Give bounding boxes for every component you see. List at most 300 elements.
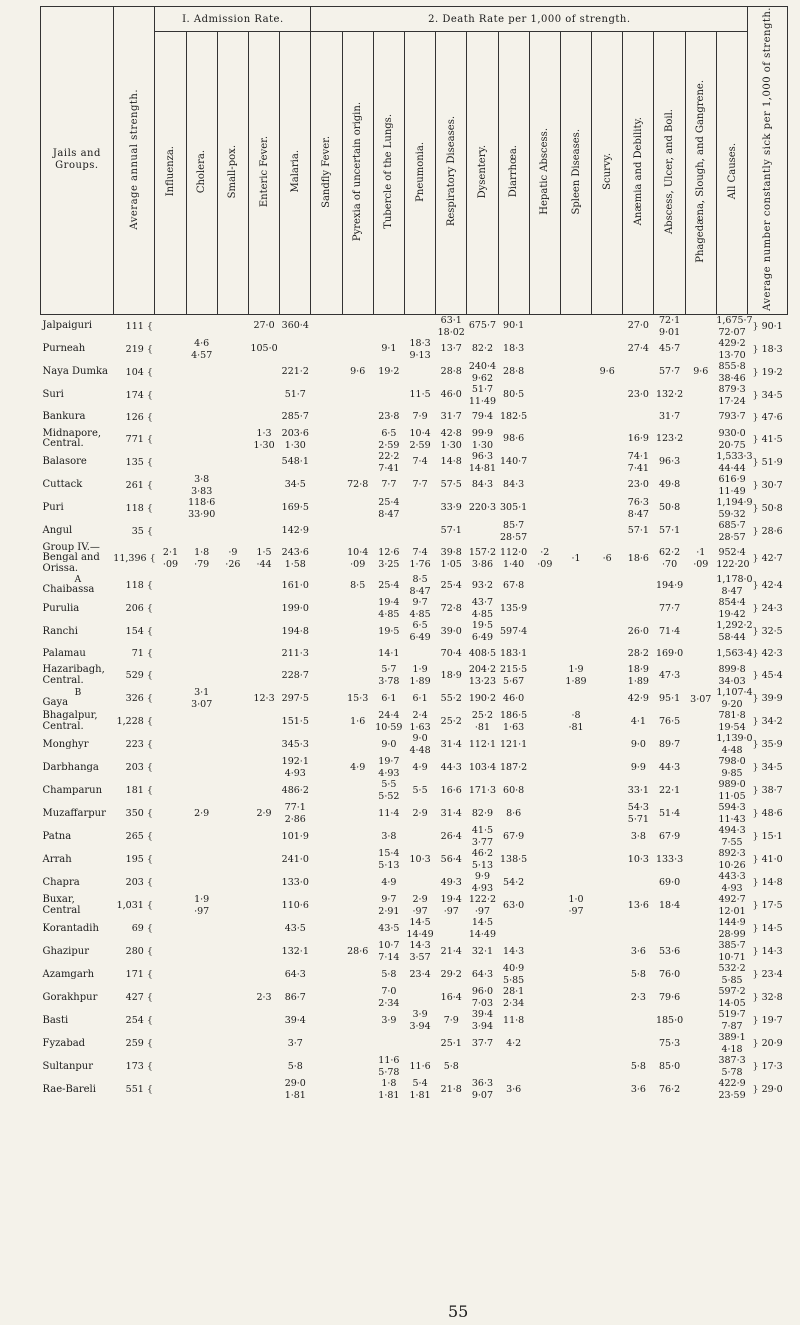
table-row: [41, 407, 788, 428]
admission-rate: 112·1: [468, 738, 497, 750]
rate-cell: [186, 1078, 217, 1101]
admission-rate: 77·1: [284, 802, 306, 814]
rate-cell: [623, 314, 654, 338]
rate-cell: [529, 1055, 560, 1078]
admission-rate: [404, 997, 435, 998]
admission-rate: [248, 1089, 279, 1090]
admission-rate: [217, 974, 248, 975]
admission-rate: 25·1: [440, 1037, 462, 1049]
rate-cell: [280, 779, 311, 802]
admission-rate: 67·9: [503, 830, 525, 842]
rate-cell: [654, 894, 685, 917]
rate-cell: [560, 756, 591, 779]
death-rate: 4·85: [378, 609, 400, 621]
rate-cell: [436, 361, 467, 384]
admission-rate: [373, 531, 404, 532]
admission-rate: 16·9: [627, 433, 649, 445]
admission-rate: [685, 653, 716, 654]
admission-rate: 532·2: [718, 963, 746, 975]
admission-rate: [186, 675, 217, 676]
rate-cell: [373, 384, 404, 407]
admission-rate: [685, 395, 716, 396]
rate-cell: [623, 384, 654, 407]
rate-cell: [311, 871, 342, 894]
admission-rate: 21·4: [440, 945, 462, 957]
table-row: [41, 802, 788, 825]
rate-cell: [716, 496, 753, 520]
admission-rate: 194·9: [655, 579, 684, 591]
rate-cell: [467, 894, 498, 917]
rate-cell: [685, 314, 716, 338]
admission-rate: 25·2: [440, 715, 462, 727]
average-sick: } 30·7: [752, 479, 783, 491]
average-strength: 771 {: [125, 433, 153, 445]
rate-cell: [217, 314, 248, 338]
admission-rate: [560, 462, 591, 463]
rate-cell: [311, 451, 342, 474]
rate-cell: [186, 1055, 217, 1078]
admission-rate: [155, 326, 186, 327]
rate-cell: [467, 384, 498, 407]
average-sick: } 34·2: [752, 716, 783, 728]
rate-cell: [685, 894, 716, 917]
death-rate: 10·71: [718, 952, 746, 964]
rate-cell: [498, 917, 529, 940]
admission-rate: 46·0: [503, 692, 525, 704]
jail-name-text: Purulia: [42, 602, 80, 614]
rate-cell: [186, 940, 217, 963]
rate-cell: [342, 520, 373, 543]
rate-cell: [498, 710, 529, 733]
admission-rate: [155, 675, 186, 676]
admission-rate: 3·9: [412, 1009, 428, 1021]
death-rate: 14·81: [468, 462, 497, 474]
rate-cell: [467, 497, 498, 520]
admission-rate: [186, 395, 217, 396]
admission-rate: [186, 836, 217, 837]
admission-rate: [529, 485, 560, 486]
rate-cell: [280, 1032, 311, 1055]
rate-cell: [217, 361, 248, 384]
admission-rate: [186, 1020, 217, 1021]
rate-cell: [342, 338, 373, 361]
admission-rate: [342, 997, 373, 998]
admission-rate: 781·8: [718, 710, 746, 722]
admission-rate: 96·3: [471, 450, 494, 462]
admission-rate: [529, 1020, 560, 1021]
average-sick: } 19·7: [752, 1015, 783, 1027]
admission-rate: 548·1: [281, 456, 309, 468]
rate-cell: [467, 1032, 498, 1055]
admission-rate: 5·5: [381, 779, 397, 791]
admission-rate: [311, 813, 342, 814]
table-row: [41, 940, 788, 963]
admission-rate: 187·2: [500, 761, 528, 773]
admission-rate: 11·4: [378, 807, 400, 819]
rate-cell: [404, 361, 435, 384]
admission-rate: 616·9: [718, 473, 746, 485]
admission-rate: [685, 349, 716, 350]
admission-rate: ·6: [602, 552, 612, 564]
admission-rate: [560, 1020, 591, 1021]
jail-name: [41, 940, 114, 963]
rate-cell: [498, 520, 529, 543]
admission-rate: [685, 882, 716, 883]
admission-rate: 101·9: [281, 830, 309, 842]
jail-name-text: Arrah: [42, 853, 72, 865]
group-total-row: [41, 543, 788, 575]
admission-rate: [217, 905, 248, 906]
rate-cell: [155, 620, 186, 643]
rate-cell: [217, 917, 248, 940]
admission-rate: [592, 928, 623, 929]
death-rate: 5·85: [503, 975, 525, 987]
admission-rate: 57·1: [627, 525, 649, 537]
death-rate: 1·58: [284, 559, 306, 571]
rate-cell: [716, 574, 753, 598]
admission-rate: [155, 859, 186, 860]
rate-cell: [342, 407, 373, 428]
admission-rate: [311, 790, 342, 791]
admission-rate: [155, 462, 186, 463]
admission-rate: 51·7: [284, 389, 306, 401]
admission-rate: 2·4: [412, 710, 428, 722]
rate-cell: [498, 407, 529, 428]
rate-cell: [716, 756, 747, 779]
jail-name: [41, 664, 114, 687]
death-rate: 4·93: [378, 768, 400, 780]
admission-rate: 121·1: [500, 738, 528, 750]
admission-rate: 5·8: [630, 968, 646, 980]
average-sick: } 32·8: [752, 992, 783, 1004]
admission-rate: [248, 744, 279, 745]
rate-cell: [342, 687, 373, 710]
rate-cell: [560, 664, 591, 687]
average-strength: 118 {: [125, 580, 153, 592]
rate-cell: [248, 497, 279, 520]
rate-cell: [186, 407, 217, 428]
admission-rate: 29·2: [440, 968, 462, 980]
rate-cell: [373, 428, 404, 451]
rate-cell: [592, 1078, 623, 1101]
admission-rate: [217, 813, 248, 814]
rate-cell: [498, 1009, 529, 1032]
rate-cell: [685, 451, 716, 474]
rate-cell: [311, 407, 342, 428]
rate-cell: [529, 338, 560, 361]
jail-name-text: Gaya: [42, 697, 69, 709]
rate-cell: [467, 574, 498, 597]
rate-cell: [342, 574, 373, 597]
rate-cell: [373, 963, 404, 986]
admission-rate: 2·3: [256, 991, 272, 1003]
rate-cell: [186, 871, 217, 894]
rate-cell: [498, 314, 529, 338]
admission-rate: [311, 997, 342, 998]
rate-cell: [685, 733, 716, 756]
death-rate: 1·30: [284, 439, 306, 451]
death-rate: 1·40: [503, 559, 525, 571]
rate-cell: [623, 407, 654, 428]
rate-cell: [592, 497, 623, 520]
admission-rate: [529, 631, 560, 632]
admission-rate: 1,563·4: [716, 647, 753, 659]
rate-cell: [623, 1055, 654, 1078]
admission-rate: 25·4: [378, 496, 400, 508]
table-row: [41, 314, 788, 338]
jail-name: [41, 848, 114, 871]
rate-cell: [592, 520, 623, 543]
admission-rate: [560, 508, 591, 509]
jail-statistics-table: [40, 6, 788, 1101]
admission-rate: [404, 372, 435, 373]
average-sick: } 35·9: [752, 739, 783, 751]
admission-rate: [311, 608, 342, 609]
admission-rate: 7·7: [381, 479, 397, 491]
death-rate: 8·47: [627, 508, 649, 520]
admission-rate: 798·0: [718, 756, 746, 768]
admission-rate: 51·4: [658, 807, 681, 819]
admission-rate: [436, 928, 467, 929]
admission-rate: 140·7: [500, 456, 528, 468]
admission-rate: 185·0: [655, 1014, 684, 1026]
rate-cell: [467, 520, 498, 543]
jail-name-text: Champarun: [42, 784, 103, 796]
rate-cell: [186, 338, 217, 361]
rate-cell: [217, 407, 248, 428]
admission-rate: [560, 859, 591, 860]
admission-rate: 5·7: [381, 664, 397, 676]
admission-rate: 3·6: [506, 1083, 522, 1095]
admission-rate: [186, 1043, 217, 1044]
admission-rate: 15·4: [378, 848, 400, 860]
rate-cell: [186, 917, 217, 940]
rate-cell: [467, 963, 498, 986]
rate-cell: [716, 520, 747, 543]
admission-rate: [467, 531, 498, 532]
admission-rate: [623, 1020, 654, 1021]
jail-name-text: Balasore: [42, 456, 87, 468]
rate-cell: [404, 940, 435, 963]
death-rate: ·97: [412, 906, 428, 918]
admission-rate: [560, 928, 591, 929]
rate-cell: [654, 756, 685, 779]
rate-cell: [685, 664, 716, 687]
admission-rate: 18·6: [627, 552, 649, 564]
rate-cell: [342, 779, 373, 802]
rate-cell: [311, 543, 342, 575]
admission-rate: [592, 1043, 623, 1044]
admission-rate: [155, 813, 186, 814]
rate-cell: [560, 848, 591, 871]
admission-rate: [217, 1066, 248, 1067]
jail-name: [41, 733, 114, 756]
rate-cell: [436, 1032, 467, 1055]
admission-rate: [186, 372, 217, 373]
rate-cell: [623, 428, 654, 451]
rate-cell: [155, 664, 186, 687]
table-row: [41, 451, 788, 474]
rate-cell: [404, 314, 435, 338]
rate-cell: [529, 687, 560, 710]
admission-rate: 103·4: [468, 761, 497, 773]
rate-cell: [186, 574, 217, 597]
death-rate: 8·47: [409, 586, 431, 598]
rate-cell: [342, 940, 373, 963]
rate-cell: [560, 597, 591, 620]
admission-rate: [404, 882, 435, 883]
admission-rate: 8·6: [506, 807, 522, 819]
admission-rate: 9·6: [350, 366, 366, 378]
admission-rate: [248, 462, 279, 463]
rate-cell: [716, 474, 747, 497]
admission-rate: 9·6: [599, 366, 615, 378]
admission-rate: [623, 1043, 654, 1044]
rate-cell: [217, 963, 248, 986]
rate-cell: [623, 543, 654, 575]
death-rate: ·81: [474, 722, 490, 734]
jail-name-text: Gorakhpur: [42, 991, 98, 1003]
rate-cell: [498, 1032, 529, 1055]
admission-rate: [529, 767, 560, 768]
admission-rate: 29·0: [284, 1078, 306, 1090]
admission-rate: [623, 372, 654, 373]
rate-cell: [280, 664, 311, 687]
admission-rate: [248, 417, 279, 418]
rate-cell: [248, 574, 279, 597]
admission-rate: 76·2: [658, 1083, 681, 1095]
rate-cell: [716, 407, 747, 428]
admission-rate: 49·8: [658, 479, 681, 491]
admission-rate: 14·1: [378, 647, 400, 659]
rate-cell: [623, 894, 654, 917]
rate-cell: [342, 1078, 373, 1101]
rate-cell: [280, 338, 311, 361]
rate-cell: [467, 314, 498, 338]
admission-rate: [373, 395, 404, 396]
rate-cell: [342, 963, 373, 986]
admission-rate: 13·7: [440, 343, 462, 355]
rate-cell: [404, 710, 435, 733]
rate-cell: [248, 520, 279, 543]
admission-rate: 3·6: [630, 1083, 646, 1095]
rate-cell: [217, 1078, 248, 1101]
rate-cell: [654, 428, 685, 451]
death-rate: 1·30: [253, 439, 275, 451]
death-rate: 14·49: [468, 929, 497, 941]
rate-cell: [248, 361, 279, 384]
rate-cell: [311, 597, 342, 620]
admission-rate: [592, 485, 623, 486]
rate-cell: [560, 1009, 591, 1032]
rate-cell: [498, 894, 529, 917]
admission-rate: [560, 1066, 591, 1067]
admission-rate: [560, 698, 591, 699]
admission-rate: 597·2: [718, 986, 746, 998]
admission-rate: 7·9: [443, 1014, 459, 1026]
rate-cell: [685, 543, 716, 575]
column-header: Spleen Diseases.: [560, 32, 591, 315]
rate-cell: [280, 543, 311, 575]
admission-rate: 105·0: [250, 343, 278, 355]
admission-rate: 18·4: [658, 899, 681, 911]
rate-cell: [467, 338, 498, 361]
admission-rate: [560, 813, 591, 814]
admission-rate: [592, 439, 623, 440]
admission-rate: 19·5: [378, 625, 400, 637]
admission-rate: 60·8: [503, 784, 525, 796]
death-rate: 11·49: [468, 395, 497, 407]
table-row: [41, 361, 788, 384]
rate-cell: [716, 710, 747, 733]
rate-cell: [560, 361, 591, 384]
admission-rate: [248, 767, 279, 768]
rate-cell: [498, 1078, 529, 1101]
rate-cell: [716, 733, 753, 757]
rate-cell: [155, 687, 186, 710]
admission-rate: [685, 417, 716, 418]
death-rate: 10·59: [375, 722, 403, 734]
rate-cell: [529, 620, 560, 643]
rate-cell: [280, 687, 311, 710]
rate-cell: [592, 825, 623, 848]
admission-rate: 186·5: [500, 710, 528, 722]
rate-cell: [404, 986, 435, 1009]
rate-cell: [560, 428, 591, 451]
admission-rate: 285·7: [281, 411, 309, 423]
admission-rate: [623, 882, 654, 883]
admission-rate: [311, 585, 342, 586]
rate-cell: [342, 643, 373, 664]
death-rate: 72·07: [718, 326, 746, 338]
average-sick: } 41·0: [752, 854, 783, 866]
rate-cell: [654, 520, 685, 543]
admission-rate: [560, 653, 591, 654]
rate-cell: [217, 1055, 248, 1078]
rate-cell: [685, 940, 716, 963]
admission-rate: 385·7: [718, 940, 746, 952]
table-row: [41, 687, 788, 710]
jail-name: [41, 1009, 114, 1032]
rate-cell: [186, 963, 217, 986]
rate-cell: [592, 474, 623, 497]
jail-name-text: Chaibassa: [42, 584, 95, 596]
rate-cell: [623, 1032, 654, 1055]
jail-name-text: Ranchi: [42, 625, 78, 637]
admission-rate: [592, 395, 623, 396]
rate-cell: [342, 314, 373, 338]
rate-cell: [280, 756, 311, 779]
admission-rate: [592, 813, 623, 814]
admission-rate: 28·8: [440, 366, 462, 378]
rate-cell: [373, 940, 404, 963]
admission-rate: 892·3: [718, 848, 746, 860]
admission-rate: [685, 905, 716, 906]
admission-rate: [685, 1066, 716, 1067]
admission-rate: [311, 485, 342, 486]
rate-cell: [342, 664, 373, 687]
admission-rate: 46·0: [440, 389, 462, 401]
rate-cell: [311, 756, 342, 779]
average-strength: 69 {: [131, 923, 153, 935]
jail-name-text: Korantadih: [42, 922, 99, 934]
admission-rate: [685, 485, 716, 486]
rate-cell: [436, 871, 467, 894]
rate-cell: [560, 963, 591, 986]
rate-cell: [248, 687, 279, 710]
admission-rate: 4·1: [630, 715, 646, 727]
rate-cell: [248, 986, 279, 1009]
